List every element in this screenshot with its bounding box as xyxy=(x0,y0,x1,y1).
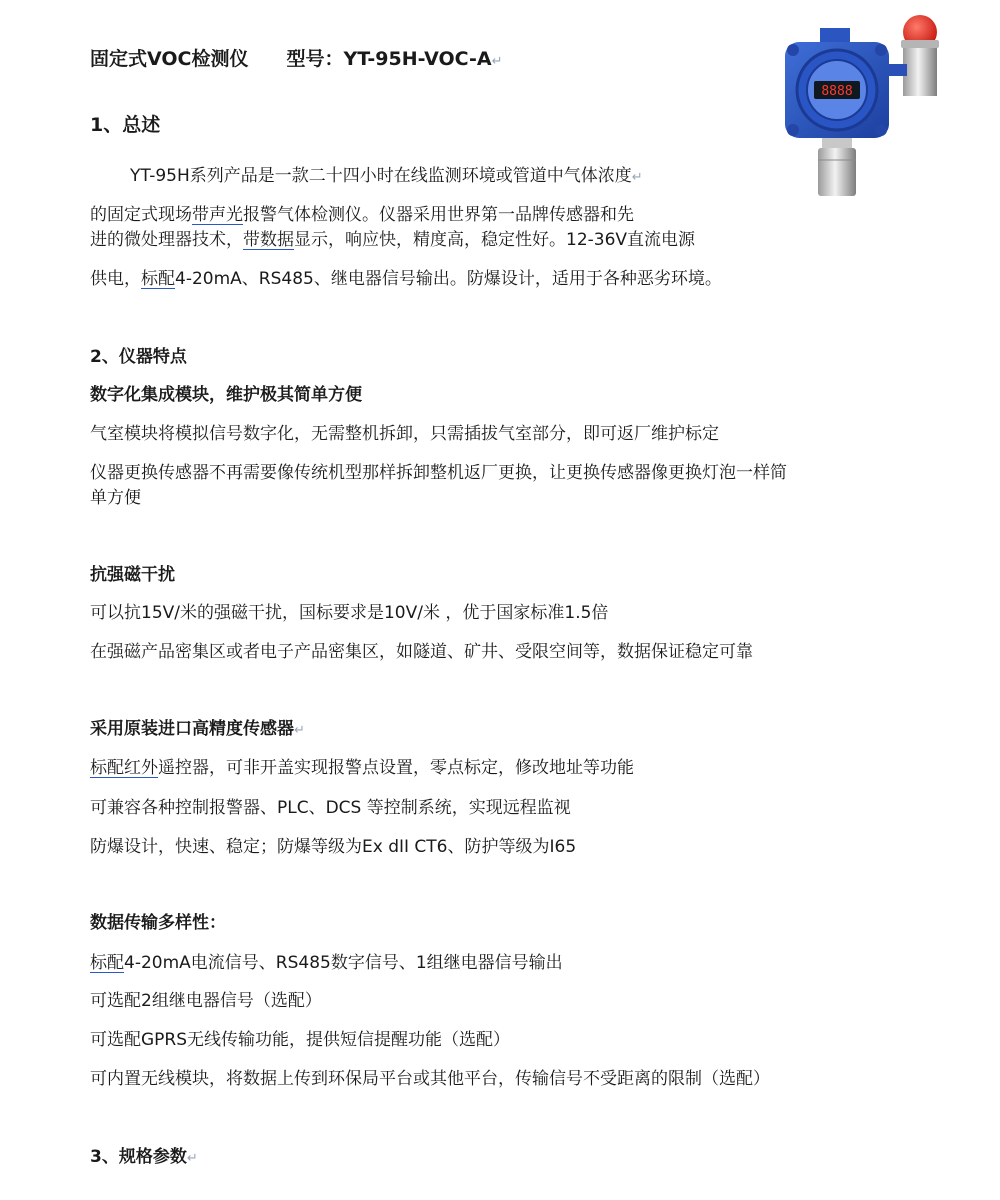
paragraph-mark: ↵ xyxy=(491,54,503,69)
sec1-p4-text-a: 供电， xyxy=(90,269,141,289)
feature-3-line-1-text: 遥控器，可非开盖实现报警点设置，零点标定，修改地址等功能 xyxy=(158,758,634,778)
feature-1-line-1: 气室模块将模拟信号数字化，无需整机拆卸，只需插拔气室部分，即可返厂维护标定 xyxy=(90,424,719,444)
sensor-chamber xyxy=(818,138,856,196)
gas-detector-device-image xyxy=(775,10,945,200)
feature-3-heading-text: 采用原装进口高精度传感器 xyxy=(90,719,294,739)
lamp-connector xyxy=(887,64,907,76)
feature-4-line-2: 可选配2组继电器信号（选配） xyxy=(90,991,322,1011)
feature-2-line-2: 在强磁产品密集区或者电子产品密集区，如隧道、矿井、受限空间等，数据保证稳定可靠 xyxy=(90,642,753,662)
feature-4-line-1-text: 4-20mA电流信号、RS485数字信号、1组继电器信号输出 xyxy=(124,953,563,973)
section-2-heading: 2、仪器特点 xyxy=(90,347,187,367)
paragraph-mark: ↵ xyxy=(186,1151,198,1166)
alarm-lamp xyxy=(901,15,939,96)
feature-4-line-1 xyxy=(90,952,563,974)
feature-4-line-3: 可选配GPRS无线传输功能，提供短信提醒功能（选配） xyxy=(90,1030,511,1050)
feature-3-line-1-underlined: 标配红外 xyxy=(90,758,158,778)
sec1-p3-underlined: 带数据 xyxy=(243,230,294,250)
feature-3-line-3: 防爆设计，快速、稳定；防爆等级为Ex dII CT6、防护等级为I65 xyxy=(90,837,577,857)
paragraph-mark: ↵ xyxy=(631,170,643,185)
sec1-p2-text-b: 报警气体检测仪。仪器采用世界第一品牌传感器和先 xyxy=(243,205,634,225)
section-1-heading: 1、总述 xyxy=(90,114,161,136)
sec1-p3-text-b: 显示，响应快，精度高，稳定性好。12-36V直流电源 xyxy=(294,230,696,250)
display-digits: 8888 xyxy=(821,84,853,99)
sec1-p2-text-a: 的固定式现场 xyxy=(90,205,192,225)
sec1-para-line-3 xyxy=(90,229,695,251)
sec1-para-line-1 xyxy=(130,165,643,189)
doc-title-line xyxy=(90,48,503,73)
sec1-para-line-2 xyxy=(90,204,634,226)
doc-title: 固定式VOC检测仪 xyxy=(90,48,249,70)
feature-2-heading: 抗强磁干扰 xyxy=(90,565,175,585)
sec1-p3-text-a: 进的微处理器技术， xyxy=(90,230,243,250)
feature-3-line-2: 可兼容各种控制报警器、PLC、DCS 等控制系统，实现远程监视 xyxy=(90,798,571,818)
section-3-heading-text: 3、规格参数 xyxy=(90,1147,187,1167)
feature-1-line-2: 仪器更换传感器不再需要像传统机型那样拆卸整机返厂更换，让更换传感器像更换灯泡一样简 xyxy=(90,463,787,483)
sec1-p4-underlined: 标配 xyxy=(141,269,175,289)
feature-4-heading: 数据传输多样性： xyxy=(90,913,226,933)
sec1-p2-underlined: 带声光 xyxy=(192,205,243,225)
sec1-p1-text: YT-95H系列产品是一款二十四小时在线监测环境或管道中气体浓度 xyxy=(130,166,632,186)
sec1-para-line-4 xyxy=(90,268,722,290)
paragraph-mark: ↵ xyxy=(294,723,305,738)
feature-1-line-3: 单方便 xyxy=(90,488,141,508)
feature-3-heading xyxy=(90,718,305,742)
doc-model: 型号：YT-95H-VOC-A xyxy=(286,48,492,70)
feature-4-line-1-underlined: 标配 xyxy=(90,953,124,973)
sec1-p4-text-b: 4-20mA、RS485、继电器信号输出。防爆设计，适用于各种恶劣环境。 xyxy=(175,269,722,289)
feature-1-heading: 数字化集成模块，维护极其简单方便 xyxy=(90,385,362,405)
feature-4-line-4: 可内置无线模块，将数据上传到环保局平台或其他平台，传输信号不受距离的限制（选配） xyxy=(90,1069,770,1089)
section-3-heading xyxy=(90,1146,198,1170)
feature-3-line-1 xyxy=(90,757,634,779)
feature-2-line-1: 可以抗15V/米的强磁干扰，国标要求是10V/米 ，优于国家标准1.5倍 xyxy=(90,603,609,623)
